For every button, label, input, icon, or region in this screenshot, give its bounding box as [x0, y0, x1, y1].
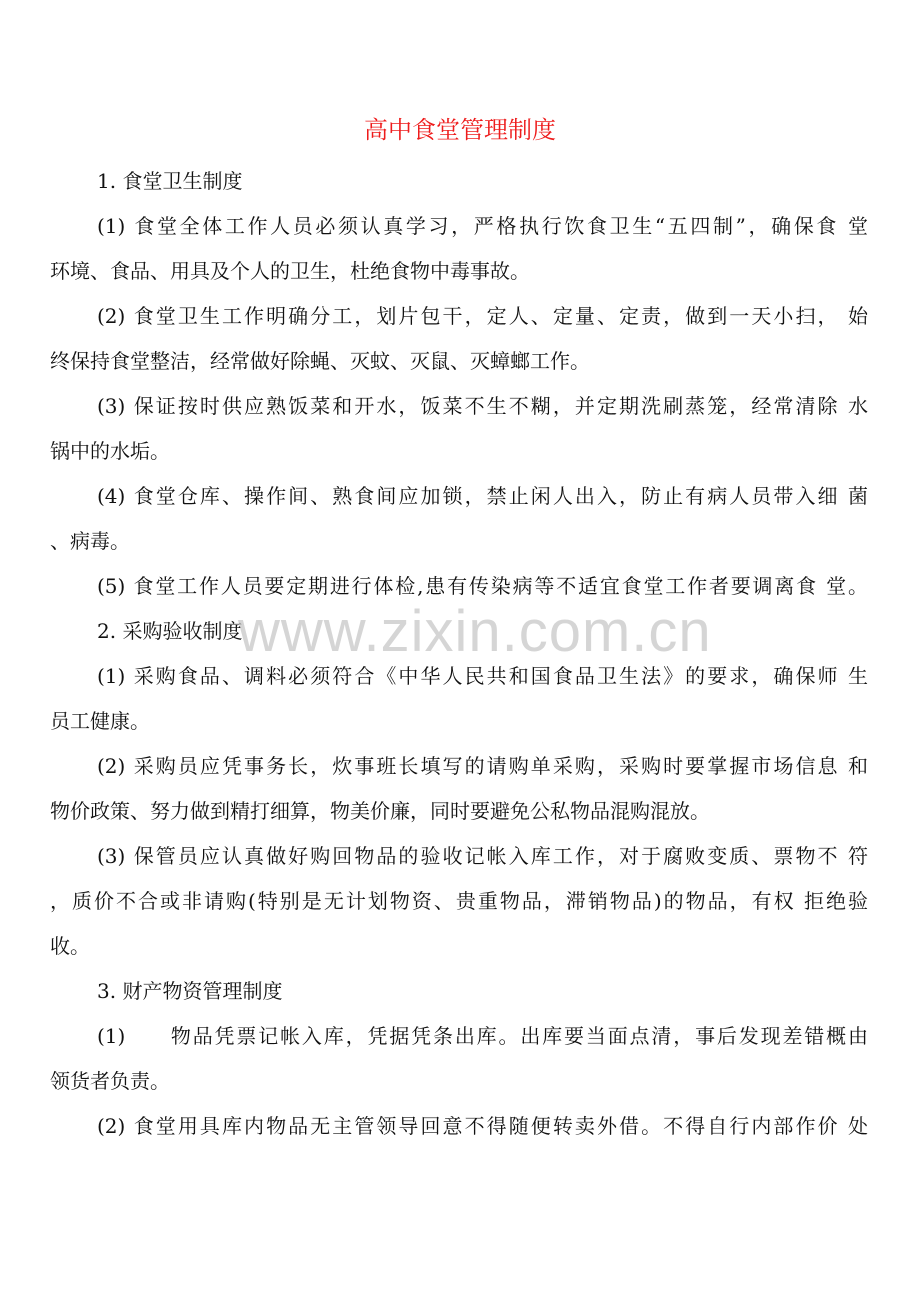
section-heading: 2. 采购验收制度 [97, 619, 243, 643]
paragraph-line: 环境、食品、用具及个人的卫生，杜绝食物中毒事故。 [50, 259, 530, 283]
paragraph-line: (4) 食堂仓库、操作间、熟食间应加锁，禁止闲人出入，防止有病人员带入细 菌 [97, 484, 868, 508]
paragraph-line: (5) 食堂工作人员要定期进行体检,患有传染病等不适宜食堂工作者要调离食 堂。 [97, 574, 868, 598]
document-title: 高中食堂管理制度 [364, 116, 556, 144]
paragraph-line: 领货者负责。 [50, 1069, 170, 1093]
paragraph-line: ，质价不合或非请购(特别是无计划物资、贵重物品，滞销物品)的物品，有权 拒绝验 [50, 889, 868, 913]
watermark: www.zixin.com.cn [238, 599, 712, 664]
paragraph-line: (1) 采购食品、调料必须符合《中华人民共和国食品卫生法》的要求，确保师 生 [97, 664, 868, 688]
paragraph-line: 物价政策、努力做到精打细算，物美价廉，同时要避免公私物品混购混放。 [50, 799, 710, 823]
paragraph-line: 终保持食堂整洁，经常做好除蝇、灭蚊、灭鼠、灭蟑螂工作。 [50, 349, 590, 373]
paragraph-line: (2) 采购员应凭事务长，炊事班长填写的请购单采购，采购时要掌握市场信息 和 [97, 754, 868, 778]
paragraph-line: 收。 [50, 934, 90, 958]
paragraph-line: (2) 食堂卫生工作明确分工，划片包干，定人、定量、定责，做到一天小扫， 始 [97, 304, 868, 328]
paragraph-line: (2) 食堂用具库内物品无主管领导回意不得随便转卖外借。不得自行内部作价 处 [97, 1114, 868, 1138]
paragraph-line: (1) 物品凭票记帐入库，凭据凭条出库。出库要当面点清，事后发现差错概由 [97, 1024, 868, 1048]
paragraph-line: (3) 保管员应认真做好购回物品的验收记帐入库工作，对于腐败变质、票物不 符 [97, 844, 868, 868]
section-heading: 1. 食堂卫生制度 [97, 169, 243, 193]
paragraph-line: (3) 保证按时供应熟饭菜和开水，饭菜不生不糊，并定期洗刷蒸笼，经常清除 水 [97, 394, 868, 418]
section-heading: 3. 财产物资管理制度 [97, 979, 283, 1003]
paragraph-line: (1) 食堂全体工作人员必须认真学习，严格执行饮食卫生“五四制”，确保食 堂 [97, 214, 868, 238]
paragraph-line: 、病毒。 [50, 529, 130, 553]
paragraph-line: 员工健康。 [50, 709, 150, 733]
paragraph-line: 锅中的水垢。 [50, 439, 170, 463]
